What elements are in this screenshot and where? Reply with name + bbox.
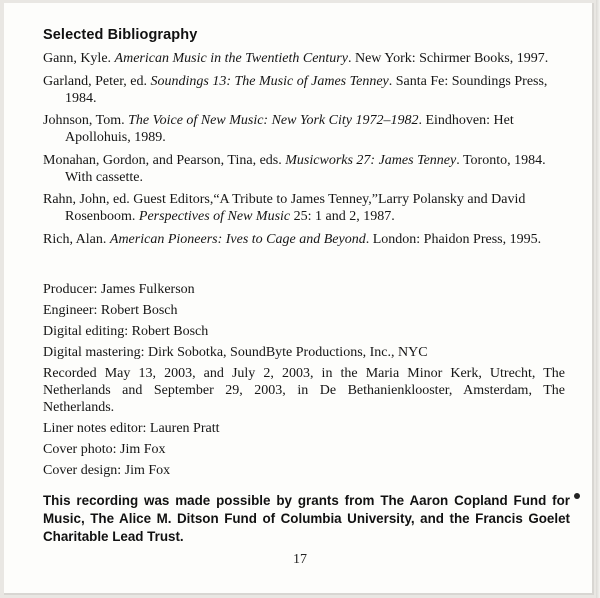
bibliography-entry <box>43 73 563 107</box>
bibliography-entry <box>43 152 563 186</box>
page-number: 17 <box>293 552 307 567</box>
entry-author: Rich, Alan. <box>43 231 110 247</box>
bibliography-entry <box>43 50 563 67</box>
entry-publication: . Toronto, 1984. With cassette. <box>65 152 546 185</box>
bibliography-heading: Selected Bibliography <box>43 27 198 43</box>
entry-author: Rahn, John, ed. Guest Editors,“A Tribute to James Tenney,”Larry Polansky and David Rosenboom. <box>43 192 526 224</box>
credit-cover-photo: Cover photo: Jim Fox <box>43 442 166 457</box>
credit-digital-mastering: Digital mastering: Dirk Sobotka, SoundByte Productions, Inc., NYC <box>43 345 428 360</box>
credit-producer: Producer: James Fulkerson <box>43 282 195 297</box>
grant-statement: This recording was made possible by grants from The Aaron Copland Fund for Music, The Alice M. Ditson Fund of Columbia University, and the Francis Goelet Charitable Lead Trust. <box>43 493 570 544</box>
entry-author: Monahan, Gordon, and Pearson, Tina, eds. <box>43 152 286 168</box>
entry-publication: . London: Phaidon Press, 1995. <box>365 231 542 247</box>
credit-cover-design: Cover design: Jim Fox <box>43 463 171 478</box>
entry-author: Johnson, Tom. <box>43 113 129 128</box>
credit-engineer: Engineer: Robert Bosch <box>43 303 178 318</box>
bibliography-entry <box>43 112 563 146</box>
entry-author: Garland, Peter, ed. <box>43 73 151 89</box>
entry-publication: 25: 1 and 2, 1987. <box>290 209 395 224</box>
page-edge <box>596 0 600 598</box>
bibliography-list <box>43 50 563 253</box>
entry-title: Perspectives of New Music <box>138 209 291 224</box>
entry-title: The Voice of New Music: New York City 1972–1982 <box>128 113 419 128</box>
entry-publication: . New York: Schirmer Books, 1997. <box>347 51 549 66</box>
entry-publication: . Santa Fe: Soundings Press, 1984. <box>65 73 548 106</box>
entry-title: Musicworks 27: James Tenney <box>285 152 457 168</box>
entry-title: Soundings 13: The Music of James Tenney <box>150 73 389 89</box>
credit-liner-notes: Liner notes editor: Lauren Pratt <box>43 421 220 436</box>
credit-digital-editing: Digital editing: Robert Bosch <box>43 324 209 339</box>
entry-title: American Music in the Twentieth Century <box>114 51 348 66</box>
credit-recording-info: Recorded May 13, 2003, and July 2, 2003, in the Maria Minor Kerk, Utrecht, The Netherlands and September 29, 2003, in De Bethanienklooster, Amsterdam, The Netherlands. <box>43 366 565 415</box>
production-credits <box>43 281 565 483</box>
entry-publication: . Eindhoven: Het Apollohuis, 1989. <box>65 113 514 145</box>
ink-speck <box>574 493 580 499</box>
bibliography-entry <box>43 231 563 248</box>
entry-author: Gann, Kyle. <box>43 51 115 66</box>
entry-title: American Pioneers: Ives to Cage and Beyond <box>109 231 366 247</box>
bibliography-entry <box>43 191 563 225</box>
